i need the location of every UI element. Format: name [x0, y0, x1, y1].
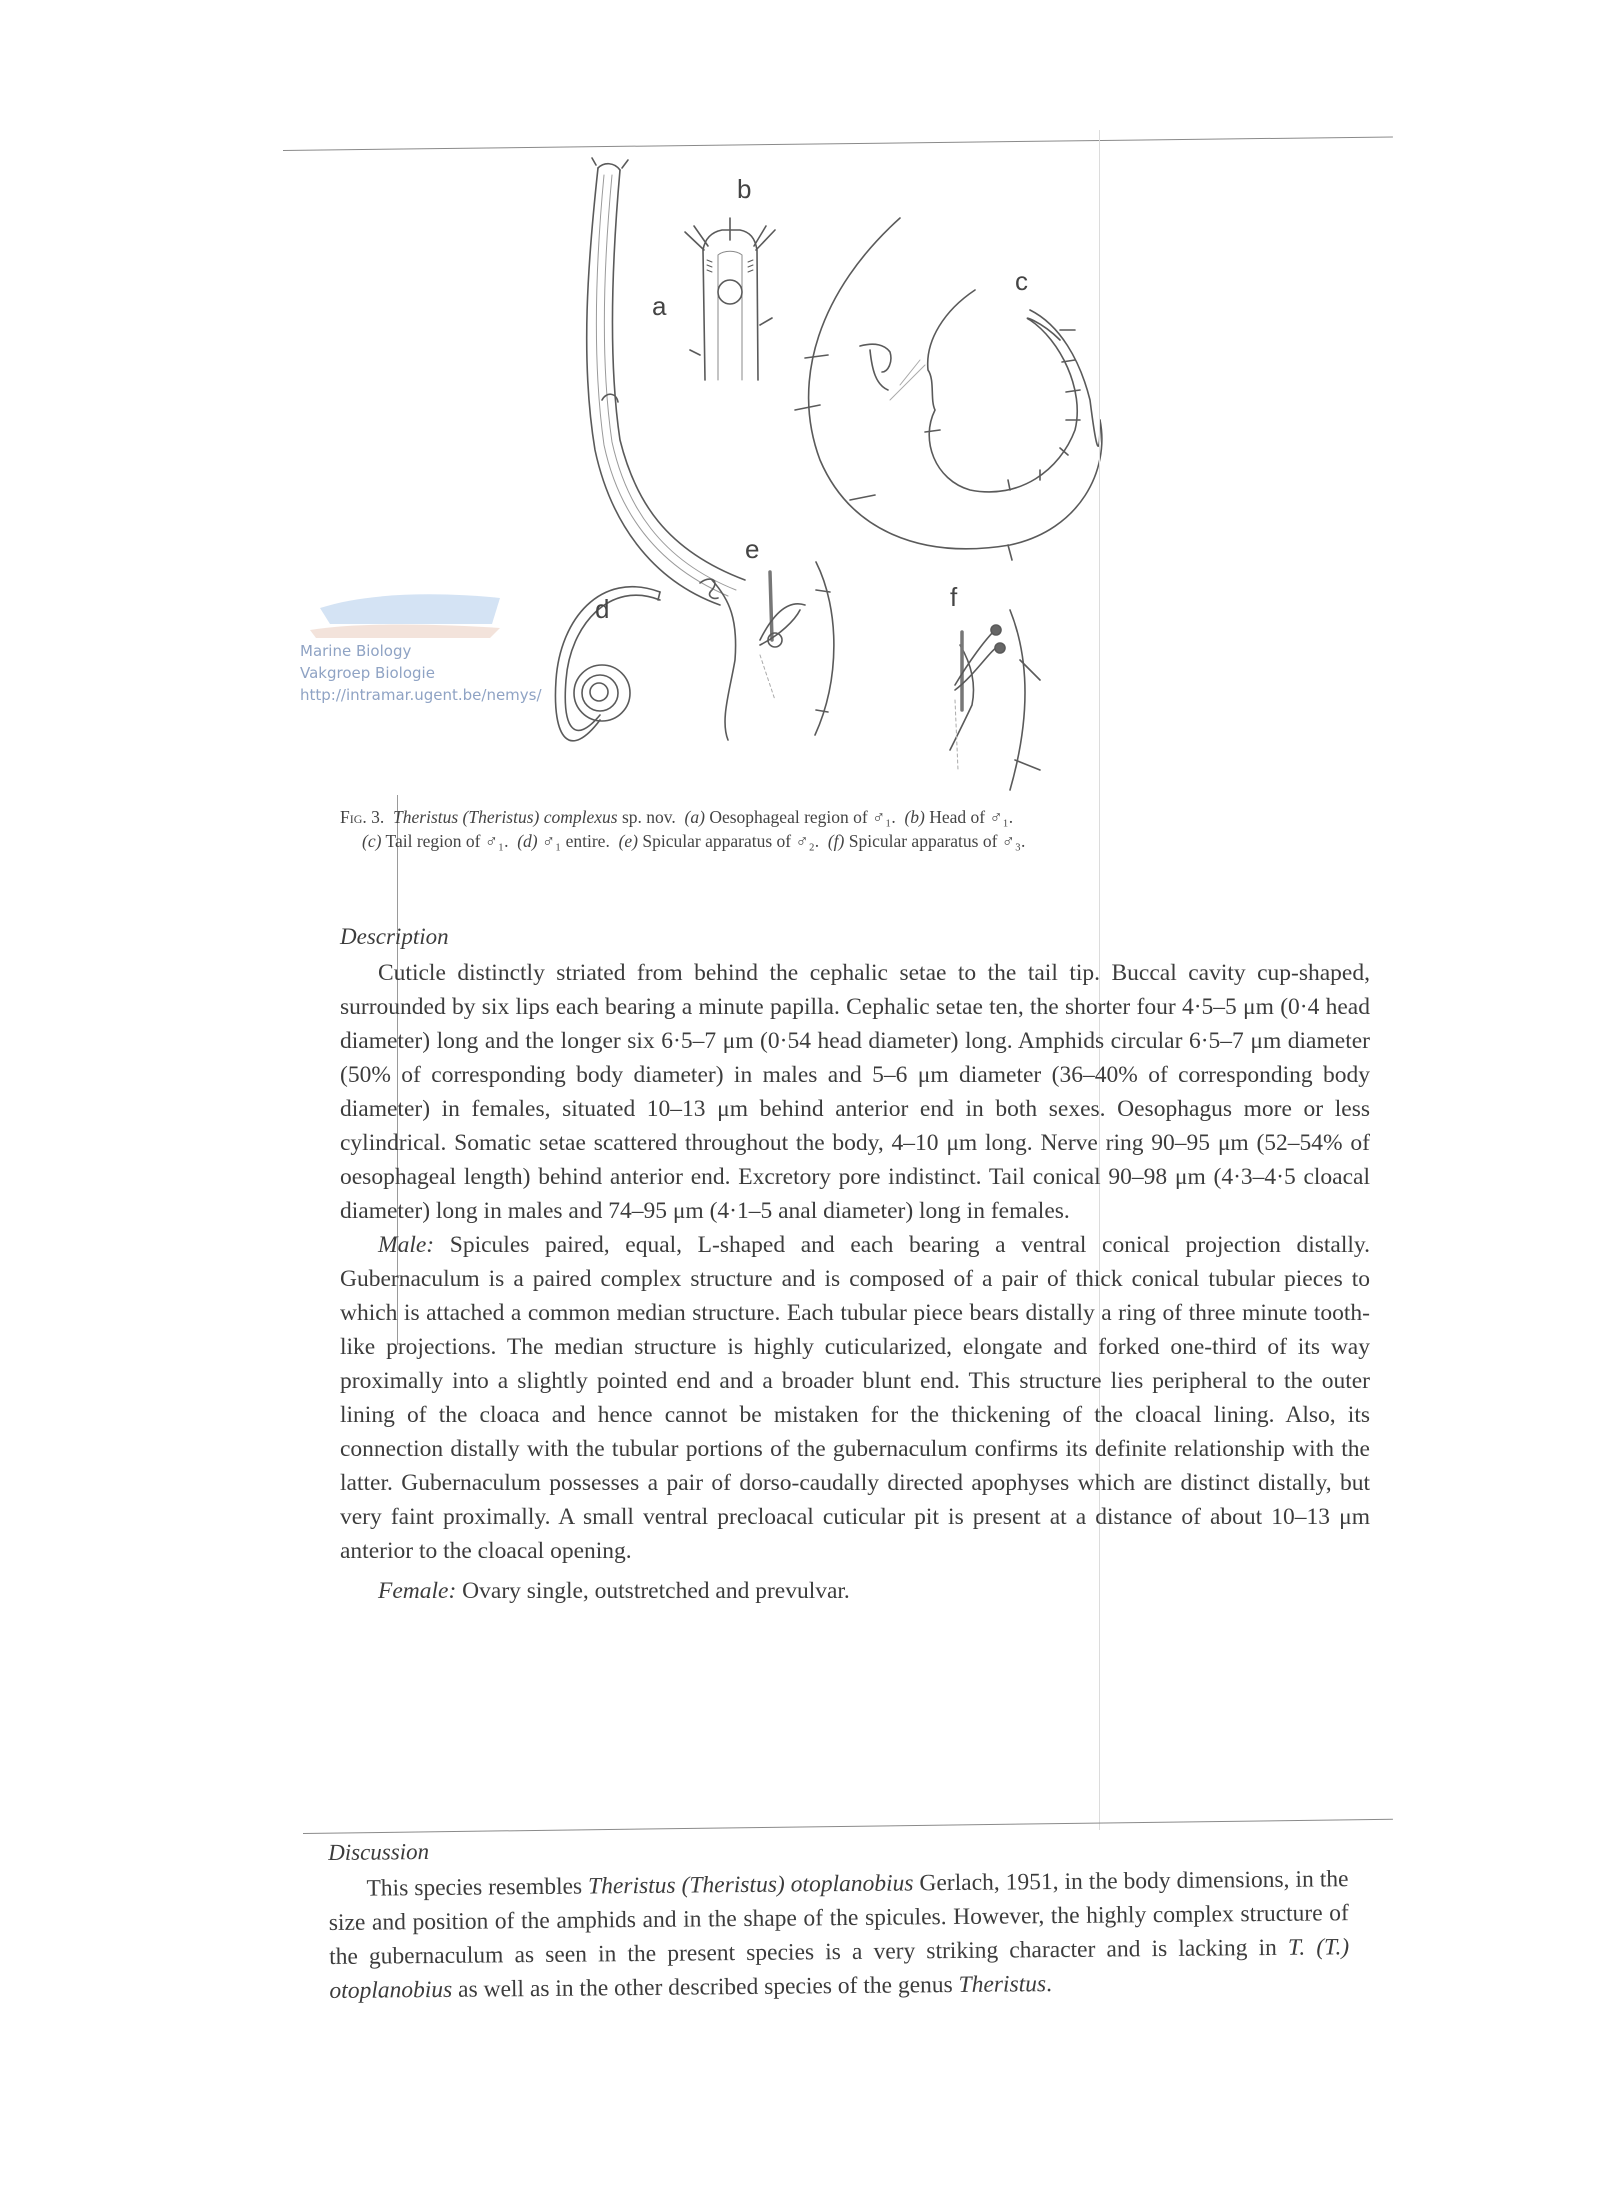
description-male-paragraph	[340, 1228, 1370, 1568]
discussion-text-end: .	[1045, 1971, 1053, 1998]
discussion-section	[328, 1826, 1350, 2008]
watermark-line-2: Vakgroep Biologie	[300, 664, 435, 682]
figure-caption	[340, 805, 1380, 853]
description-heading: Description	[340, 924, 449, 949]
description-section	[340, 920, 1370, 1608]
discussion-paragraph	[328, 1862, 1349, 2008]
caption-fig-number: 3.	[371, 807, 385, 827]
caption-species: Theristus (Theristus) complexus	[393, 807, 618, 827]
discussion-text-3: as well as in the other described species of the genus	[457, 1972, 953, 2003]
watermark-line-1: Marine Biology	[300, 642, 412, 660]
discussion-species-2: T. (T.) otoplanobius	[329, 1934, 1350, 2004]
caption-key-c: (c)	[362, 831, 382, 851]
description-general-paragraph: Cuticle distinctly striated from behind the cephalic setae to the tail tip. Buccal cavity cup-shaped, surrounded by six lips each bearing a minute papilla. Cephalic setae ten, the shorter four 4·5–5 μm (0·4 head diameter) long and the longer six 6·5–7 μm (0·54 head diameter) long. Amphids circular 6·5–7 μm diameter (50% of corresponding body diameter) in males and 5–6 μm diameter (36–40% of corresponding body diameter) in females, situated 10–13 μm behind anterior end in both sexes. Oesophagus more or less cylindrical. Somatic setae scattered throughout the body, 4–10 μm long. Nerve ring 90–95 μm (52–54% of oesophageal length) behind anterior end. Excretory pore indistinct. Tail conical 90–98 μm (4·3–4·5 cloacal diameter) long in males and 74–95 μm (4·1–5 anal diameter) long in females.	[340, 960, 1370, 1224]
panel-label-e: e	[745, 534, 760, 564]
panel-label-b: b	[737, 174, 752, 204]
discussion-genus: Theristus	[958, 1971, 1047, 1998]
caption-text-b: Head of ♂₁.	[929, 807, 1014, 827]
watermark-line-3: http://intramar.ugent.be/nemys/	[300, 686, 542, 704]
female-label: Female:	[378, 1578, 457, 1604]
caption-text-a: Oesophageal region of ♂₁.	[709, 807, 896, 827]
caption-key-d: (d)	[517, 831, 538, 851]
panel-label-f: f	[950, 582, 958, 612]
panel-f-drawing	[950, 610, 1040, 790]
panel-label-d: d	[595, 594, 610, 624]
caption-text-f: Spicular apparatus of ♂₃.	[848, 831, 1026, 851]
panel-a-drawing	[587, 158, 745, 605]
caption-species-suffix: sp. nov.	[621, 807, 676, 827]
caption-key-b: (b)	[904, 807, 925, 827]
caption-text-c: Tail region of ♂₁.	[385, 831, 509, 851]
panel-label-c: c	[1015, 266, 1028, 296]
male-label: Male:	[378, 1232, 435, 1258]
caption-key-e: (e)	[618, 831, 639, 851]
female-text: Ovary single, outstretched and prevulvar.	[462, 1578, 850, 1604]
panel-c-drawing	[795, 218, 1102, 560]
discussion-heading: Discussion	[328, 1839, 430, 1865]
panel-e-drawing	[712, 562, 834, 740]
discussion-species-1: Theristus (Theristus) otoplanobius	[587, 1870, 914, 1900]
discussion-text-1: This species resembles	[366, 1873, 583, 1902]
panel-b-drawing	[685, 218, 775, 380]
caption-fig-prefix: Fig.	[340, 807, 367, 827]
caption-key-a: (a)	[684, 807, 705, 827]
description-female-paragraph	[340, 1574, 1370, 1608]
discussion-text-2: Gerlach, 1951, in the body dimensions, in the size and position of the amphids and in the shape of the spicules. However, the highly complex structure of the gubernaculum as seen in the present species is a very striking character and is lacking in	[328, 1866, 1349, 1970]
male-text: Spicules paired, equal, L-shaped and each bearing a ventral conical projection distally. Gubernaculum is a paired complex structure and is composed of a pair of thick conical tubular pieces to which is attached a common median structure. Each tubular piece bears distally a ring of three minute tooth-like projections. The median structure is highly cuticularized, elongate and forked one-third of its way proximally into a slightly pointed end and a broader blunt end. This structure lies peripheral to the outer lining of the cloaca and hence cannot be mistaken for the thickening of the cloacal lining. Also, its connection distally with the tubular portions of the gubernaculum confirms its definite relationship with the latter. Gubernaculum possesses a pair of dorso-caudally directed apophyses which are distinct distally, but very faint proximally. A small ventral precloacal cuticular pit is present at a distance of about 10–13 μm anterior to the cloacal opening.	[340, 1232, 1371, 1564]
caption-text-e: Spicular apparatus of ♂₂.	[642, 831, 820, 851]
caption-line-2	[340, 829, 1380, 853]
caption-line-1	[340, 805, 1380, 829]
panel-label-a: a	[652, 291, 667, 321]
figure-3-illustration	[0, 0, 1601, 800]
caption-text-d: ♂₁ entire.	[542, 831, 610, 851]
caption-key-f: (f)	[827, 831, 845, 851]
